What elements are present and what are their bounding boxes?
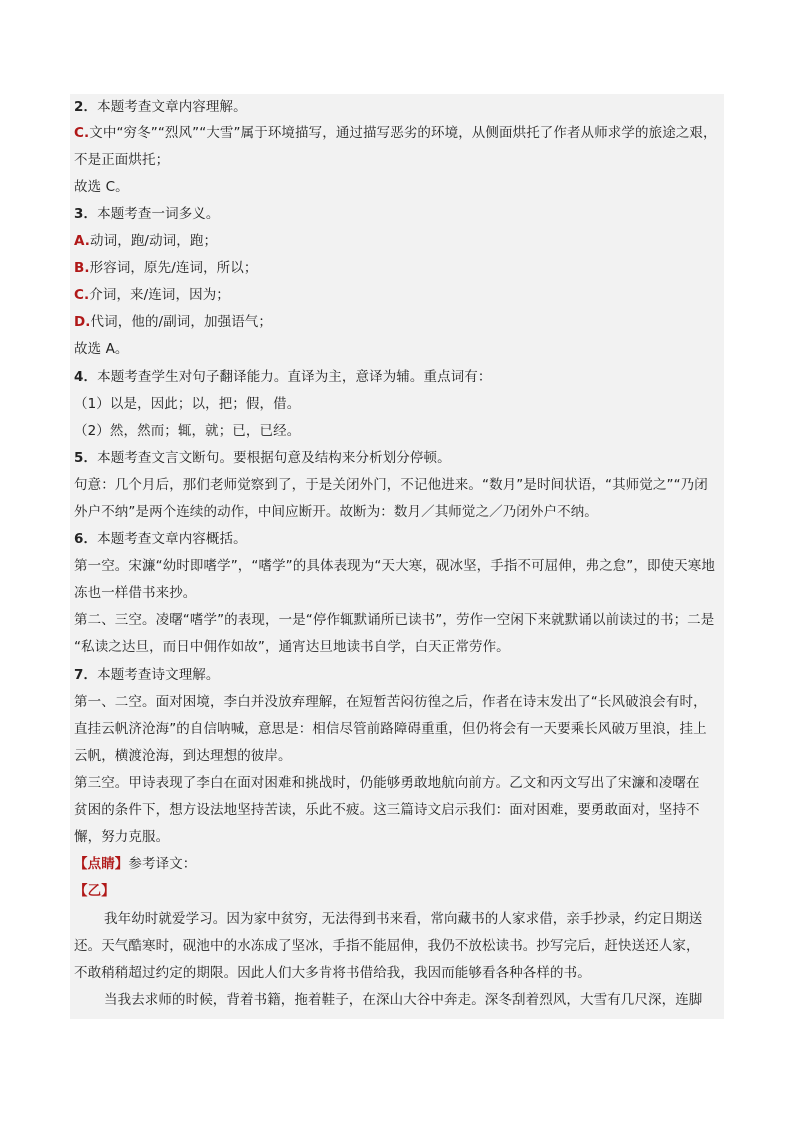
line-text: 不是正面烘托；	[74, 152, 170, 168]
line-text: 参考译文：	[128, 856, 197, 872]
line-text: 故选 C。	[74, 179, 129, 195]
line-text: 第一、二空。面对困境，李白并没放弃理解，在短暂苦闷彷徨之后，作者在诗末发出了“长风破浪会有时，	[74, 694, 707, 710]
text-line	[74, 309, 724, 335]
text-line	[74, 824, 724, 850]
line-text: 本题考查学生对句子翻译能力。直译为主，意译为辅。重点词有：	[97, 369, 492, 385]
line-text: 云帆，横渡沧海，到达理想的彼岸。	[74, 748, 292, 764]
question-number: 2．	[74, 99, 98, 115]
text-line	[74, 553, 724, 579]
text-line	[74, 634, 724, 660]
line-text: 本题考查一词多义。	[97, 206, 220, 222]
line-text: 贫困的条件下，想方设法地坚持苦读，乐此不疲。这三篇诗文启示我们：面对困难，要勇敢面对，坚持不	[74, 802, 700, 818]
line-text: 直挂云帆济沧海”的自信呐喊，意思是：相信尽管前路障碍重重，但仍将会有一天要乘长风破万里浪，挂上	[74, 721, 707, 737]
line-text: 第一空。宋濂“幼时即嗜学”，“嗜学”的具体表现为“天大寒，砚冰坚，手指不可屈伸，弗之怠”，即使天寒地	[74, 558, 715, 574]
line-text: 不敢稍稍超过约定的期限。因此人们大多肯将书借给我，我因而能够看各种各样的书。	[74, 965, 591, 981]
line-text: 介词，来/连词，因为；	[89, 287, 230, 303]
line-text: （1）以是，因此；以，把；假，借。	[74, 396, 301, 412]
line-text: 本题考查文章内容理解。	[97, 99, 247, 115]
line-text: 我年幼时就爱学习。因为家中贫穷，无法得到书来看，常向藏书的人家求借，亲手抄录，约定日期送	[104, 911, 703, 927]
text-line	[74, 147, 724, 173]
question-number: 6．	[74, 531, 98, 547]
line-text: 第三空。甲诗表现了李白在面对困难和挑战时，仍能够勇敢地航向前方。乙文和丙文写出了宋濂和凌曙在	[74, 775, 700, 791]
text-line	[74, 499, 724, 525]
option-letter: C.	[74, 287, 90, 303]
line-text: 当我去求师的时候，背着书籍，拖着鞋子，在深山大谷中奔走。深冬刮着烈风，大雪有几尺深，连脚	[104, 992, 703, 1008]
line-text: 形容词，原先/连词，所以；	[89, 260, 258, 276]
text-line	[104, 906, 724, 932]
question-number: 7．	[74, 667, 98, 683]
text-line	[74, 472, 724, 498]
text-line	[74, 662, 724, 688]
line-text: 本题考查诗文理解。	[97, 667, 220, 683]
text-line	[74, 120, 724, 146]
line-text: 代词，他的/副词，加强语气；	[90, 314, 272, 330]
line-text: 懈，努力克服。	[74, 829, 170, 845]
text-line	[74, 418, 724, 444]
line-text: （2）然，然而；辄，就；已，已经。	[74, 423, 301, 439]
text-line	[74, 336, 724, 362]
text-line	[74, 770, 724, 796]
line-text: 动词，跑/动词，跑；	[90, 233, 218, 249]
question-number: 3．	[74, 206, 98, 222]
text-line	[104, 987, 724, 1013]
text-line	[74, 933, 724, 959]
text-line	[74, 255, 724, 281]
text-line	[74, 580, 724, 606]
text-line	[74, 364, 724, 390]
text-line	[74, 607, 724, 633]
line-text: 文中“穷冬”“烈风”“大雪”属于环境描写，通过描写恶劣的环境，从侧面烘托了作者从师求学的旅途之艰，	[89, 125, 717, 141]
text-line	[74, 201, 724, 227]
text-line	[74, 526, 724, 552]
text-line	[74, 174, 724, 200]
text-line	[74, 445, 724, 471]
line-text: 冻也一样借书来抄。	[74, 585, 197, 601]
answer-explanation-block	[70, 94, 724, 1019]
text-line	[74, 391, 724, 417]
option-letter: A.	[74, 233, 91, 249]
text-line	[74, 743, 724, 769]
option-letter: D.	[74, 314, 91, 330]
question-number: 5．	[74, 450, 98, 466]
text-line	[74, 960, 724, 986]
section-marker: 【点睛】	[74, 856, 129, 872]
text-line	[74, 878, 724, 904]
option-letter: B.	[74, 260, 90, 276]
text-line	[74, 797, 724, 823]
line-text: 本题考查文言文断句。要根据句意及结构来分析划分停顿。	[97, 450, 451, 466]
text-line	[74, 689, 724, 715]
question-number: 4．	[74, 369, 98, 385]
section-marker: 【乙】	[74, 883, 115, 899]
line-text: 还。天气酷寒时，砚池中的水冻成了坚冰，手指不能屈伸，我仍不放松读书。抄写完后，赶快送还人家，	[74, 938, 700, 954]
text-line	[74, 282, 724, 308]
text-line	[74, 716, 724, 742]
line-text: 外户不纳”是两个连续的动作，中间应断开。故断为：数月／其师觉之／乃闭外户不纳。	[74, 504, 598, 520]
line-text: 本题考查文章内容概括。	[97, 531, 247, 547]
text-line	[74, 851, 724, 877]
text-line	[74, 228, 724, 254]
line-text: “私读之达旦，而日中佣作如故”，通宵达旦地读书自学，白天正常劳作。	[74, 639, 510, 655]
line-text: 故选 A。	[74, 341, 129, 357]
line-text: 第二、三空。凌曙“嗜学”的表现，一是“停作辄默诵所已读书”，劳作一空闲下来就默诵以前读过的书；二是	[74, 612, 715, 628]
option-letter: C.	[74, 125, 90, 141]
text-line	[74, 94, 724, 120]
line-text: 句意：几个月后，那们老师觉察到了，于是关闭外门，不记他进来。“数月”是时间状语，“其师觉之”“乃闭	[74, 477, 708, 493]
